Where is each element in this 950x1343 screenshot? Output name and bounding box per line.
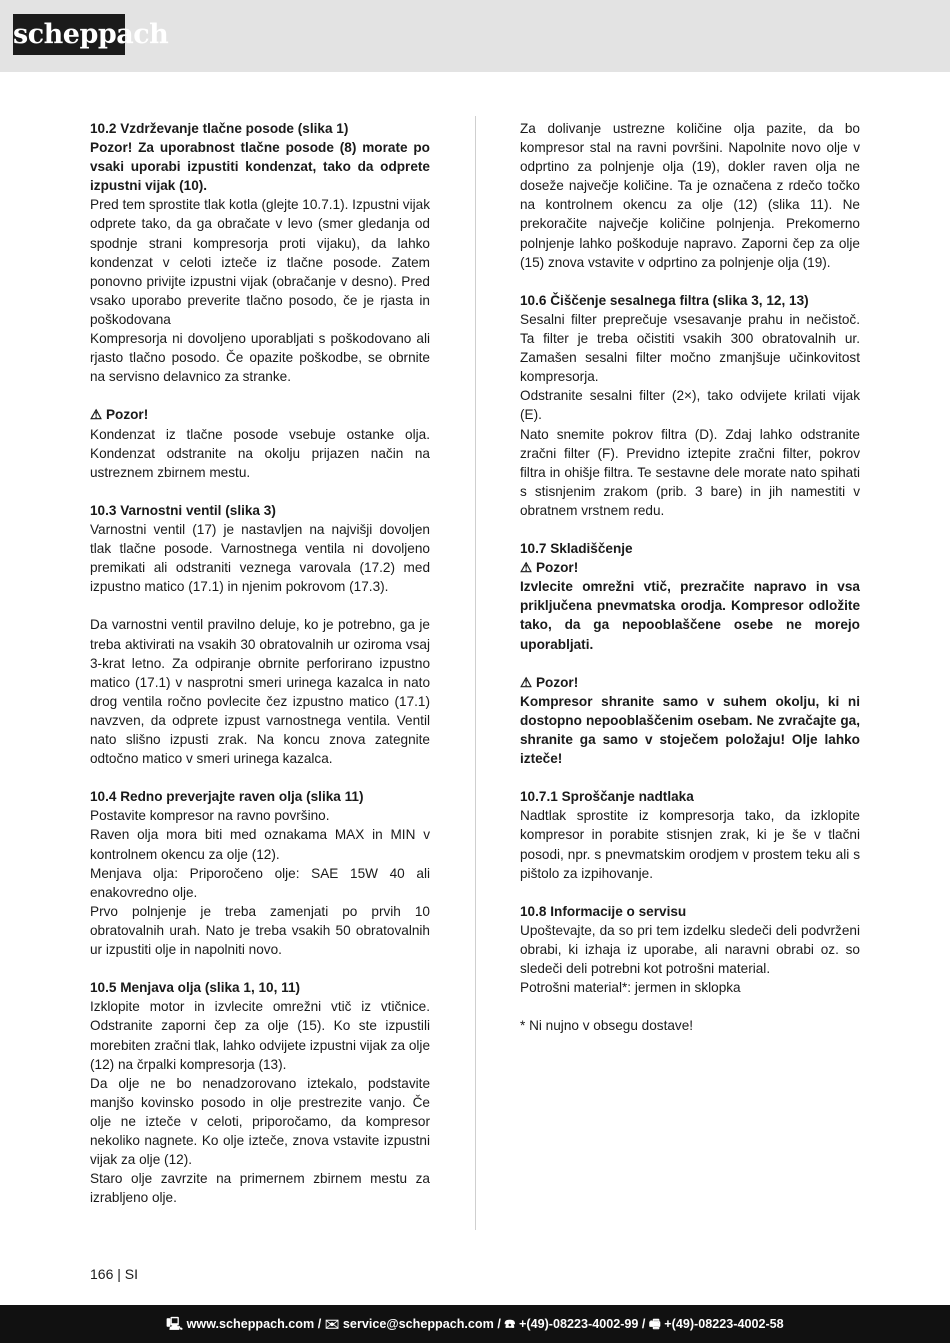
paragraph-spacer (90, 482, 430, 501)
bold-paragraph: 10.7.1 Sproščanje nadtlaka (520, 789, 694, 805)
bold-paragraph: Izvlecite omrežni vtič, prezračite napravo in vsa priključena pnevmatska orodja. Kompresor odložite tako, da ga nepooblaščene osebe ne morejo uporabljati. (520, 579, 860, 652)
paragraph: Sesalni filter preprečuje vsesavanje prahu in nečistoč. Ta filter je treba očistiti vsakih 300 obratovalnih ur. Zamašen sesalni filter močno zmanjšuje učinkovitost kompresorja. (520, 311, 860, 385)
bold-paragraph: ⚠ Pozor! (90, 407, 149, 423)
bold-paragraph: Pozor! Za uporabnost tlačne posode (8) morate po vsaki uporabi izpustiti kondenzat, tako da odprete izpustni vijak (10). (90, 140, 430, 194)
paragraph: Postavite kompresor na ravno površino. (90, 808, 330, 824)
bold-paragraph: Kompresor shranite samo v suhem okolju, ki ni dostopno nepooblaščenim osebam. Ne zvračajte ga, shranite ga samo v stoječem položaju! Olje lahko izteče! (520, 693, 860, 767)
paragraph-spacer (520, 654, 860, 673)
paragraph: Menjava olja: Priporočeno olje: SAE 15W 40 ali enakovredno olje. (90, 865, 430, 900)
paragraph: Nato snemite pokrov filtra (D). Zdaj lahko odstranite zračni filter (F). Previdno iztepite zračni filter, pokrov filtra in ohišje filtra. Te sestavne dele morate nato spihati s stisnjenim zrakom (prib. 3 bare) in jih namestiti v obratnem vrstnem redu. (520, 426, 860, 518)
paragraph-spacer (520, 997, 860, 1016)
bold-paragraph: 10.2 Vzdrževanje tlačne posode (slika 1) (90, 121, 349, 136)
paragraph-spacer (520, 883, 860, 902)
paragraph: Upoštevajte, da so pri tem izdelku sledeči deli podvrženi obrabi, ki izhaja iz uporabe, ali naravni obrabi oz. so sledeči deli potrebni kot potrošni material. (520, 922, 860, 977)
paragraph-spacer (90, 768, 430, 787)
paragraph-spacer (520, 768, 860, 787)
page-number: 166 | SI (90, 1266, 139, 1282)
paragraph-spacer (520, 272, 860, 291)
paragraph: Pred tem sprostite tlak kotla (glejte 10.7.1). Izpustni vijak odprete tako, da ga obračate v levo (smer gledanja od spodnje strani kompresorja proti vijaku), da lahko kondenzat v celoti izteče iz tlačne posode. Zatem ponovno privijte izpustni vijak (obračanje v desno). Pred vsako uporabo preverite tlačno posodo, če je rjasta in poškodovana (90, 197, 430, 327)
footer-contact-bar: 🖳 www.scheppach.com / ✉ service@scheppach.com / ☎ +(49)-08223-4002-99 / 🖷 +(49)-08223-4002-58 (0, 1305, 950, 1343)
paragraph: Odstranite sesalni filter (2×), tako odvijete krilati vijak (E). (520, 388, 860, 423)
paragraph: Staro olje zavrzite na primernem zbirnem mestu za izrabljeno olje. (90, 1171, 430, 1206)
paragraph-spacer (90, 596, 430, 615)
bold-paragraph: 10.8 Informacije o servisu (520, 903, 687, 919)
paragraph: Nadtlak sprostite iz kompresorja tako, da izklopite kompresor in porabite stisnjen zrak, ki je še v tlačni posodi, npr. s pnevmatskim orodjem v prostem teku ali s pištolo za izpihovanje. (520, 808, 860, 881)
paragraph-spacer (520, 520, 860, 539)
paragraph: Varnostni ventil (17) je nastavljen na najvišji dovoljen tlak tlačne posode. Varnostnega ventila ni dovoljeno premikati ali odstraniti veznega varovala (17.2) med izpustno matico (17.1) in njenim pokrovom (17.3). (90, 521, 430, 595)
paragraph: Izklopite motor in izvlecite omrežni vtič iz vtičnice. Odstranite zaporni čep za olje (15). Ko ste izpustili morebiten zračni tlak, lahko odvijete izpustni vijak za olje (12) na črpalki kompresorja (13). (90, 999, 431, 1072)
left-text-column (90, 119, 430, 1207)
bold-paragraph: 10.6 Čiščenje sesalnega filtra (slika 3, 12, 13) (520, 292, 809, 308)
paragraph: Kondenzat iz tlačne posode vsebuje ostanke olja. Kondenzat odstranite na okolju prijazen način na ustreznem zbirnem mestu. (90, 426, 430, 480)
paragraph: Za dolivanje ustrezne količine olja pazite, da bo kompresor stal na ravni površini. Napolnite novo olje v odprtino za polnjenje olja (19), dokler raven olja ne doseže največje količine. Ta je označena z rdečo točko na kontrolnem okencu za olje (12) (slika 11). Ne prekoračite največje količine polnjenja. Prekomerno polnjenje lahko poškoduje napravo. Zaporni čep za olje (15) znova vstavite v odprtino za polnjenje olja (19). (520, 121, 860, 270)
paragraph-spacer (90, 959, 430, 978)
bold-paragraph: 10.3 Varnostni ventil (slika 3) (90, 502, 276, 518)
paragraph: * Ni nujno v obsegu dostave! (520, 1018, 694, 1034)
paragraph: Da olje ne bo nenadzorovano iztekalo, podstavite manjšo kovinsko posodo in olje prestrezite vanjo. Če olje ne izteče v celoti, priporočamo, da kompresor nekoliko nagnete. Ko olje izteče, znova vstavite izpustni vijak za olje (12). (90, 1075, 430, 1168)
bold-paragraph: ⚠ Pozor! (520, 560, 579, 576)
paragraph: Raven olja mora biti med oznakama MAX in MIN v kontrolnem okencu za olje (12). (90, 827, 430, 862)
bold-paragraph: ⚠ Pozor! (520, 674, 579, 690)
brand-logo: scheppach (13, 14, 125, 55)
bold-paragraph: 10.5 Menjava olja (slika 1, 10, 11) (90, 980, 301, 996)
paragraph: Da varnostni ventil pravilno deluje, ko je potrebno, ga je treba aktivirati na vsakih 30 obratovalnih ur oziroma vsaj 3-krat letno. Za odpiranje obrnite perforirano izpustno matico (17.1) v nasprotni smeri urinega kazalca in nato drog ventila ročno povlecite čez izpustno matico (17.1) navzven, da odprete izpust varnostnega ventila. Ventil nato slišno izpusti zrak. Na koncu znova zategnite odtočno matico v smeri urinega kazalca. (90, 617, 430, 767)
paragraph-spacer (90, 386, 430, 405)
bold-paragraph: 10.4 Redno preverjajte raven olja (slika 11) (90, 789, 364, 805)
right-text-column (520, 119, 860, 1036)
column-divider (475, 116, 476, 1230)
paragraph: Prvo polnjenje je treba zamenjati po prvih 10 obratovalnih urah. Nato je treba vsakih 50 obratovalnih ur izpustiti olje in napolniti novo. (90, 903, 430, 958)
paragraph: Kompresorja ni dovoljeno uporabljati s poškodovano ali rjasto tlačno posodo. Če opazite poškodbe, se obrnite na servisno delavnico za stranke. (90, 331, 430, 385)
bold-paragraph: 10.7 Skladiščenje (520, 541, 633, 557)
header-bar (0, 0, 950, 72)
paragraph: Potrošni material*: jermen in sklopka (520, 980, 741, 996)
